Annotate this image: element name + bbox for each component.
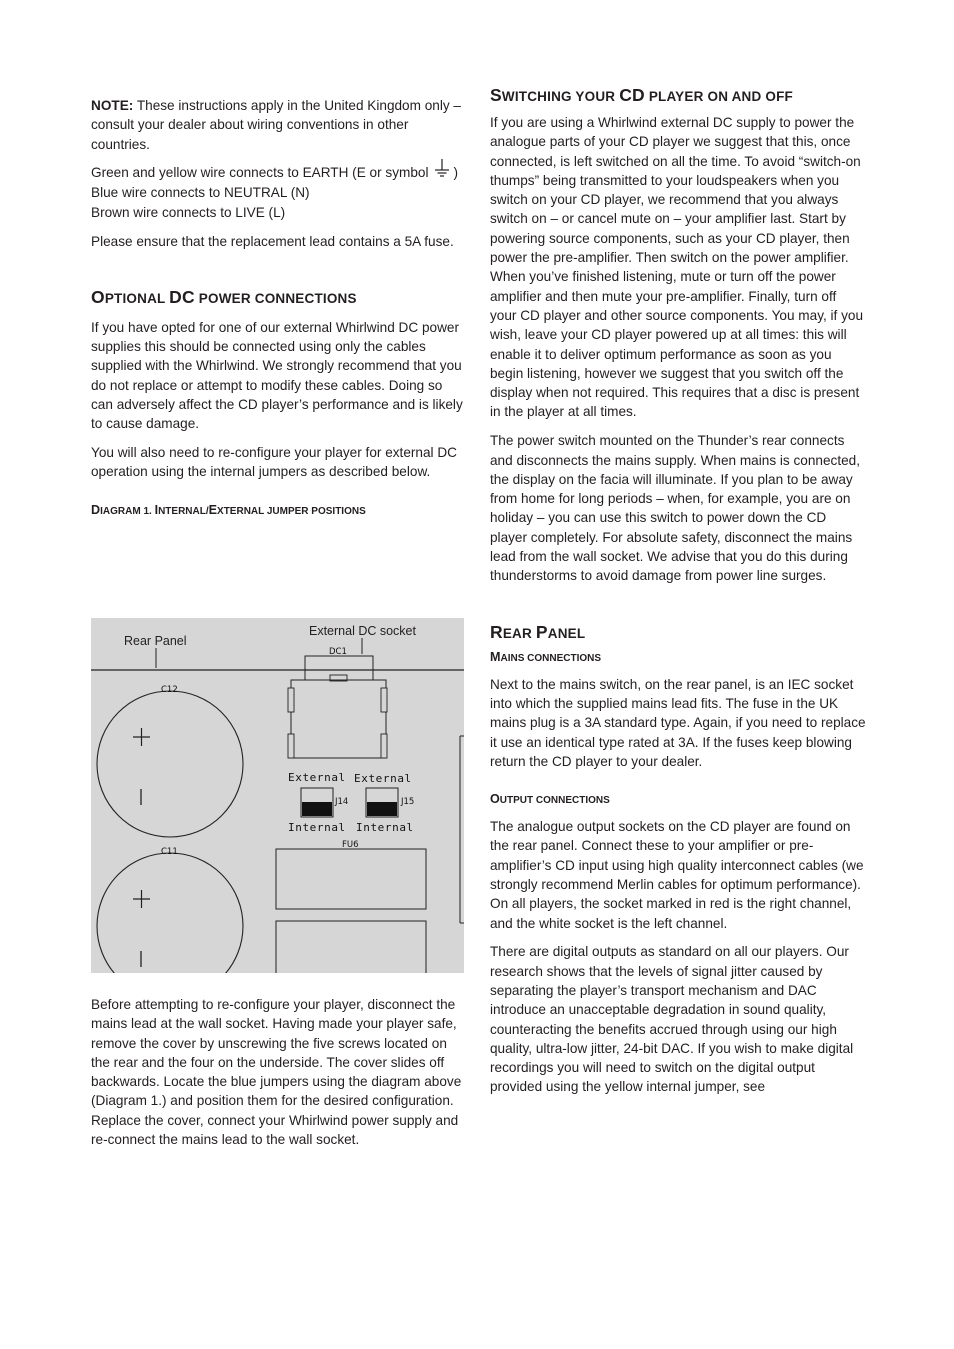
- wiring-line-neutral: Blue wire connects to NEUTRAL (N): [91, 185, 310, 201]
- fuse-holder-outline: [276, 921, 426, 973]
- note-text: These instructions apply in the United Kingdom only – consult your dealer about wiring conventions in other countries.: [91, 98, 461, 152]
- fu6-outline: [276, 849, 426, 909]
- c12-capacitor: [97, 691, 243, 837]
- dc1-pin: [381, 734, 387, 758]
- reconfigure-paragraph: Before attempting to re-configure your player, disconnect the mains lead at the wall socket. Having made your player safe, remove the cover by unscrewing the five screws located on the rear and the four on the underside. The cover slides off backwards. Locate the blue jumpers using the diagram above (Diagram 1.) and position them for the desired configuration. Replace the cover, connect your Whirlwind power supply and re-connect the mains lead to the wall socket.: [91, 997, 462, 1148]
- fu6-label: FU6: [342, 840, 359, 850]
- dc-socket-label: External DC socket: [309, 624, 416, 638]
- j15-label: J15: [401, 797, 415, 807]
- jumper-diagram: [91, 618, 464, 973]
- c11-capacitor: [97, 853, 243, 973]
- left-column-bottom: [91, 995, 463, 1149]
- j14-jumper-cap: [302, 802, 332, 816]
- dc-paragraph-2: You will also need to re-configure your player for external DC operation using the internal jumpers as described below.: [91, 445, 457, 480]
- heading-optional-dc: OPTIONAL DC POWER CONNECTIONS: [91, 286, 357, 307]
- wiring-line-live: Brown wire connects to LIVE (L): [91, 204, 286, 220]
- rear-panel-label: Rear Panel: [124, 634, 187, 648]
- wiring-paragraph: [91, 163, 463, 222]
- pcb-drawing: [91, 618, 464, 973]
- heading-switching: SWITCHING YOUR CD PLAYER ON AND OFF: [490, 85, 793, 105]
- dc-paragraph-1: If you have opted for one of our external Whirlwind DC power supplies this should be connected using only the cables supplied with the Whirlwind. We strongly recommend that you do not replace or attempt to modify these cables. Doing so can adversely affect the CD player’s performance and is likely to cause damage.: [91, 319, 463, 432]
- external-label-j15: External: [354, 772, 412, 785]
- switch-paragraph-1: If you are using a Whirlwind external DC supply to power the analogue parts of your CD player we suggest that this, once connected, is left switched on all the time. To avoid “switch-on thumps” being transmitted to your loudspeakers when you switch on your CD player, we recommend that you always switch on – or cancel mute on – your amplifier last. Start by powering source components, such as your CD player, then power the pre-amplifier. Then switch on the power amplifier. When you’ve finished listening, mute or turn off the power amplifier and then mute your pre-amplifier. Finally, turn off your CD player and other source components. You may, if you wish, leave your CD player powered up at all times: this will enable it to deliver optimum performance as soon as you begin listening, however we suggest that you switch off the display when not required. This requires that a disc is present in the player at all times.: [490, 115, 864, 420]
- left-column: [91, 0, 463, 517]
- mains-paragraph: Next to the mains switch, on the rear panel, is an IEC socket into which the supplied mains lead fits. The fuse in the UK mains plug is a 3A standard type. Again, if you need to replace it use an identical type rated at 3A. If the fuses keep blowing return the CD player to your dealer.: [490, 676, 866, 769]
- j15-jumper-cap: [367, 802, 397, 816]
- wiring-line-earth-end: ): [453, 165, 458, 181]
- dc1-body: [291, 680, 386, 758]
- diagram-caption: DIAGRAM 1. INTERNAL/EXTERNAL JUMPER POSITIONS: [91, 502, 366, 517]
- subheading-mains: MAINS CONNECTIONS: [490, 649, 602, 664]
- fuse-paragraph: Please ensure that the replacement lead contains a 5A fuse.: [91, 233, 454, 249]
- internal-label-j14: Internal: [288, 821, 346, 834]
- heading-rear-panel: REAR PANEL: [490, 621, 586, 642]
- external-label-j14: External: [288, 771, 346, 784]
- subheading-output: OUTPUT CONNECTIONS: [490, 792, 610, 807]
- dc1-pin: [381, 688, 387, 712]
- note-paragraph: [91, 96, 463, 154]
- dc1-label: DC1: [329, 647, 347, 657]
- earth-symbol-icon: [433, 158, 451, 183]
- internal-label-j15: Internal: [356, 821, 414, 834]
- note-label: NOTE:: [91, 98, 134, 113]
- output-paragraph-2: There are digital outputs as standard on all our players. Our research shows that the levels of signal jitter caused by separating the player’s transport mechanism and DAC introduce an unacceptable degradation in sound quality, counteracting the benefits accrued through using our high quality, ultra-low jitter, 24-bit DAC. If you wish to make digital recordings you will need to switch on the digital output provided using the yellow internal jumper, see: [490, 944, 854, 1095]
- c11-label: C11: [161, 847, 178, 857]
- j14-label: J14: [335, 797, 349, 807]
- right-column: [490, 0, 866, 1097]
- c12-label: C12: [161, 685, 178, 695]
- output-paragraph-1: The analogue output sockets on the CD player are found on the rear panel. Connect these to your amplifier or pre-amplifier’s CD input using high quality interconnect cables (we strongly recommend Merlin cables for optimum performance). On all players, the socket marked in red is the right channel, and the white socket is the left channel.: [490, 819, 864, 931]
- wiring-line-earth: Green and yellow wire connects to EARTH (E or symbol: [91, 165, 429, 181]
- dc1-pin: [288, 688, 294, 712]
- dc1-pin: [288, 734, 294, 758]
- switch-paragraph-2: The power switch mounted on the Thunder’s rear connects and disconnects the mains supply. When mains is connected, the display on the facia will illuminate. If you plan to be away from home for long periods – when, for example, you are on holiday – you can use this switch to power down the CD player completely. For absolute safety, disconnect the mains lead from the wall socket. We advise that you do this during thunderstorms to avoid damage from power line surges.: [490, 433, 860, 584]
